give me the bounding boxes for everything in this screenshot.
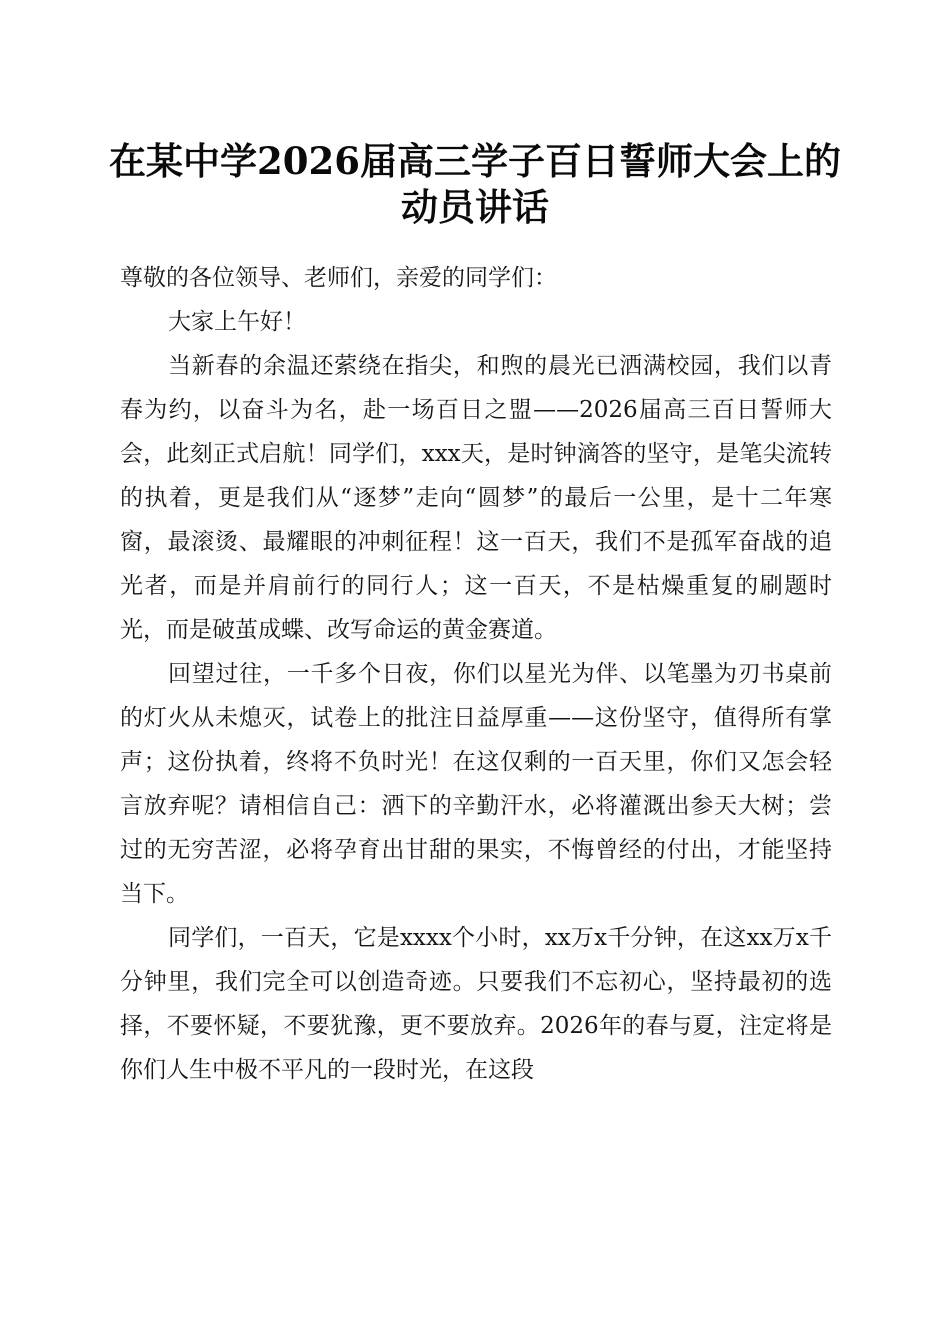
paragraph-retrospect: 回望过往，一千多个日夜，你们以星光为伴、以笔墨为刃书桌前的灯火从未熄灭，试卷上的批注日益厚重——这份坚守，值得所有掌声；这份执着，终将不负时光！在这仅剩的一百天里，你们又怎会轻言放弃呢？请相信自己：洒下的辛勤汗水，必将灌溉出参天大树；尝过的无穷苦涩，必将孕育出甘甜的果实，不悔曾经的付出，才能坚持当下。 — [120, 661, 832, 907]
document-title-line-2: 动员讲话 — [401, 185, 549, 229]
paragraph-opening: 当新春的余温还萦绕在指尖，和煦的晨光已洒满校园，我们以青春为约，以奋斗为名，赴一场百日之盟——2026届高三百日誓师大会，此刻正式启航！同学们，xxx天，是时钟滴答的坚守，是笔尖流转的执着，更是我们从“逐梦”走向“圆梦”的最后一公里，是十二年寒窗，最滚烫、最耀眼的冲刺征程！这一百天，我们不是孤军奋战的追光者，而是并肩前行的同行人；这一百天，不是枯燥重复的刷题时光，而是破茧成蝶、改写命运的黄金赛道。 — [120, 353, 832, 643]
paragraph-greeting: 大家上午好！ — [168, 309, 306, 335]
salutation: 尊敬的各位领导、老师们，亲爱的同学们： — [120, 265, 557, 291]
document-title-line-1: 在某中学2026届高三学子百日誓师大会上的 — [109, 139, 841, 183]
paragraph-hundred-days: 同学们，一百天，它是xxxx个小时，xx万x千分钟，在这xx万x千分钟里，我们完全可以创造奇迹。只要我们不忘初心，坚持最初的选择，不要怀疑，不要犹豫，更不要放弃。2026年的春与夏，注定将是你们人生中极不平凡的一段时光，在这段 — [120, 925, 832, 1083]
document-body — [120, 256, 832, 1092]
